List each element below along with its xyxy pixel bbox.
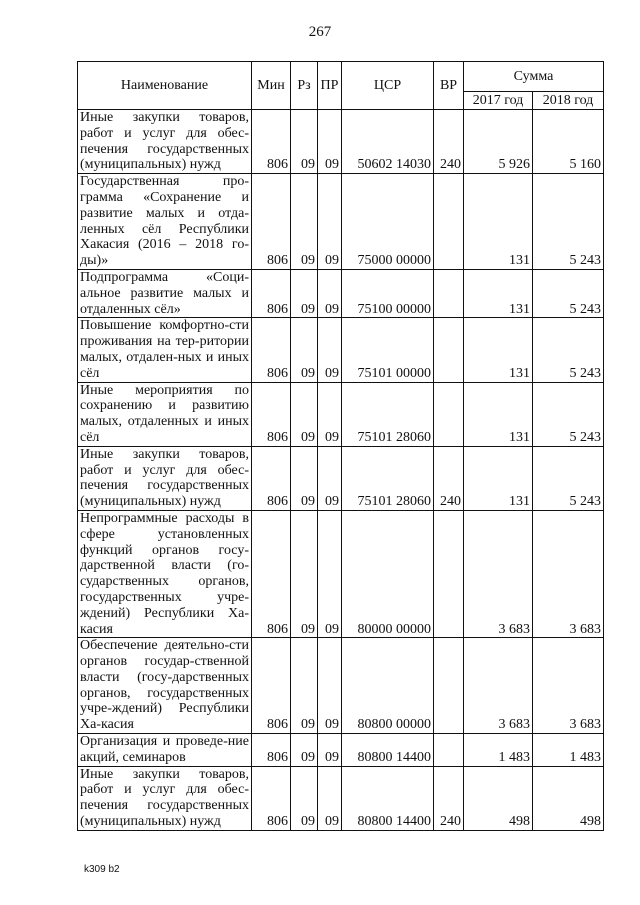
cell-min: 806: [252, 318, 291, 382]
cell-csr: 80800 00000: [342, 638, 434, 734]
cell-min: 806: [252, 734, 291, 767]
header-csr: ЦСР: [342, 62, 434, 110]
cell-sum-2017: 131: [464, 269, 533, 317]
cell-pr: 09: [318, 638, 342, 734]
cell-csr: 50602 14030: [342, 110, 434, 174]
cell-rz: 09: [291, 734, 318, 767]
cell-sum-2018: 5 243: [533, 446, 604, 510]
header-sum: Сумма: [464, 62, 604, 92]
cell-name: Организация и проведе-ние акций, семинаров: [78, 734, 252, 767]
cell-pr: 09: [318, 318, 342, 382]
table-row: [78, 638, 604, 734]
cell-sum-2018: 5 243: [533, 269, 604, 317]
cell-sum-2018: 5 243: [533, 318, 604, 382]
table-row: [78, 510, 604, 637]
table-row: [78, 382, 604, 446]
cell-sum-2017: 498: [464, 766, 533, 830]
cell-sum-2017: 131: [464, 174, 533, 270]
cell-sum-2018: 5 160: [533, 110, 604, 174]
cell-name: Повышение комфортно-сти проживания на тер-ритории малых, отдален-ных и иных сёл: [78, 318, 252, 382]
cell-name: Иные мероприятия по сохранению и развитию малых, отдаленных и иных сёл: [78, 382, 252, 446]
cell-sum-2018: 1 483: [533, 734, 604, 767]
cell-name: Обеспечение деятельно-сти органов государ-ственной власти (госу-дарственных органов, государственных учре-ждений) Республики Ха-касия: [78, 638, 252, 734]
cell-pr: 09: [318, 446, 342, 510]
header-year-2017: 2017 год: [464, 92, 533, 110]
cell-pr: 09: [318, 269, 342, 317]
cell-vr: [434, 382, 464, 446]
cell-name: Иные закупки товаров, работ и услуг для обес-печения государственных (муниципальных) нужд: [78, 110, 252, 174]
footer-code: k309 b2: [84, 864, 120, 875]
table-row: [78, 110, 604, 174]
table-row: [78, 446, 604, 510]
cell-min: 806: [252, 446, 291, 510]
cell-pr: 09: [318, 110, 342, 174]
cell-vr: [434, 734, 464, 767]
cell-vr: 240: [434, 446, 464, 510]
cell-vr: [434, 269, 464, 317]
cell-pr: 09: [318, 766, 342, 830]
cell-sum-2017: 131: [464, 382, 533, 446]
header-year-2018: 2018 год: [533, 92, 604, 110]
cell-vr: [434, 638, 464, 734]
cell-sum-2017: 131: [464, 446, 533, 510]
table-row: [78, 318, 604, 382]
cell-name: Подпрограмма «Соци-альное развитие малых и отдаленных сёл»: [78, 269, 252, 317]
cell-rz: 09: [291, 446, 318, 510]
cell-vr: [434, 318, 464, 382]
header-rz: Рз: [291, 62, 318, 110]
cell-csr: 75000 00000: [342, 174, 434, 270]
cell-name: Иные закупки товаров, работ и услуг для обес-печения государственных (муниципальных) нужд: [78, 766, 252, 830]
cell-vr: [434, 510, 464, 637]
cell-min: 806: [252, 638, 291, 734]
header-vr: ВР: [434, 62, 464, 110]
header-min: Мин: [252, 62, 291, 110]
cell-rz: 09: [291, 174, 318, 270]
cell-name: Непрограммные расходы в сфере установленных функций органов госу-дарственной власти (го-сударственных органов, государственных учре-ждений) Республики Ха-касия: [78, 510, 252, 637]
cell-sum-2017: 5 926: [464, 110, 533, 174]
cell-sum-2018: 5 243: [533, 174, 604, 270]
header-pr: ПР: [318, 62, 342, 110]
cell-min: 806: [252, 110, 291, 174]
budget-table: [77, 61, 604, 831]
cell-rz: 09: [291, 766, 318, 830]
cell-vr: 240: [434, 110, 464, 174]
cell-min: 806: [252, 174, 291, 270]
cell-min: 806: [252, 382, 291, 446]
cell-sum-2017: 131: [464, 318, 533, 382]
cell-sum-2018: 3 683: [533, 638, 604, 734]
cell-sum-2018: 498: [533, 766, 604, 830]
cell-csr: 80000 00000: [342, 510, 434, 637]
cell-vr: 240: [434, 766, 464, 830]
header-name: Наименование: [78, 62, 252, 110]
cell-min: 806: [252, 269, 291, 317]
cell-min: 806: [252, 766, 291, 830]
cell-csr: 80800 14400: [342, 734, 434, 767]
table-row: [78, 734, 604, 767]
cell-rz: 09: [291, 638, 318, 734]
cell-vr: [434, 174, 464, 270]
cell-csr: 75101 28060: [342, 446, 434, 510]
cell-sum-2017: 3 683: [464, 638, 533, 734]
cell-rz: 09: [291, 110, 318, 174]
cell-pr: 09: [318, 734, 342, 767]
cell-rz: 09: [291, 510, 318, 637]
cell-name: Иные закупки товаров, работ и услуг для обес-печения государственных (муниципальных) нужд: [78, 446, 252, 510]
cell-pr: 09: [318, 510, 342, 637]
cell-rz: 09: [291, 382, 318, 446]
cell-csr: 75101 00000: [342, 318, 434, 382]
cell-csr: 80800 14400: [342, 766, 434, 830]
cell-sum-2018: 5 243: [533, 382, 604, 446]
cell-min: 806: [252, 510, 291, 637]
cell-csr: 75101 28060: [342, 382, 434, 446]
cell-sum-2018: 3 683: [533, 510, 604, 637]
cell-rz: 09: [291, 269, 318, 317]
table-row: [78, 269, 604, 317]
header-row: [78, 62, 604, 92]
cell-pr: 09: [318, 382, 342, 446]
cell-name: Государственная про-грамма «Сохранение и развитие малых и отда-ленных сёл Республики Хакасия (2016 – 2018 го-ды)»: [78, 174, 252, 270]
table-row: [78, 766, 604, 830]
cell-csr: 75100 00000: [342, 269, 434, 317]
cell-rz: 09: [291, 318, 318, 382]
cell-sum-2017: 1 483: [464, 734, 533, 767]
cell-sum-2017: 3 683: [464, 510, 533, 637]
table-row: [78, 174, 604, 270]
cell-pr: 09: [318, 174, 342, 270]
page-number: 267: [308, 24, 332, 40]
